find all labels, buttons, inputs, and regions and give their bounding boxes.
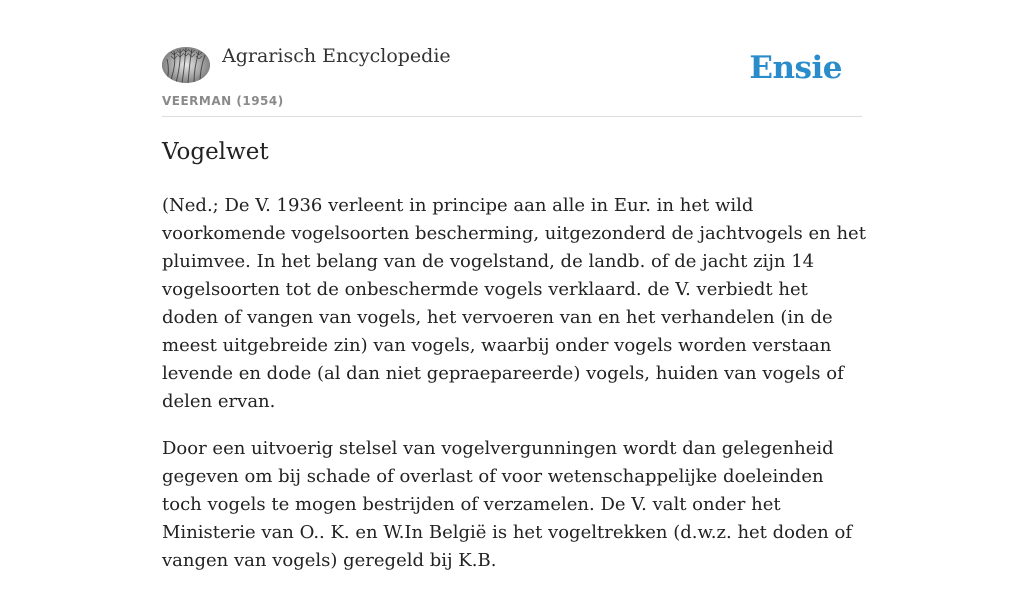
- entry-content: [162, 192, 866, 594]
- paragraph: (Ned.; De V. 1936 verleent in principe aan alle in Eur. in het wild voorkomende vogelsoorten bescherming, uitgezonderd de jachtvogels en het pluimvee. In het belang van de vogelstand, de landb. of de jacht zijn 14 vogelsoorten tot de onbeschermde vogels verklaard. de V. verbiedt het doden of vangen van vogels, het vervoeren van en het verhandelen (in de meest uitgebreide zin) van vogels, waarbij onder vogels worden verstaan levende en dode (al dan niet gepraepareerde) vogels, huiden van vogels of delen ervan.: [162, 195, 866, 412]
- book-title[interactable]: Agrarisch Encyclopedie: [222, 45, 451, 67]
- page-header: [162, 0, 862, 117]
- entry-title: Vogelwet: [162, 139, 269, 165]
- author-label: VEERMAN (1954): [162, 94, 284, 108]
- wheat-image-icon[interactable]: [162, 47, 210, 83]
- page: [162, 0, 866, 571]
- brand-logo[interactable]: Ensie: [749, 50, 842, 86]
- paragraph: Door een uitvoerig stelsel van vogelvergunningen wordt dan gelegenheid gegeven om bij schade of overlast of voor wetenschappelijke doeleinden toch vogels te mogen bestrijden of verzamelen. De V. valt onder het Ministerie van O.. K. en W.In België is het vogeltrekken (d.w.z. het doden of vangen van vogels) geregeld bij K.B.: [162, 438, 852, 571]
